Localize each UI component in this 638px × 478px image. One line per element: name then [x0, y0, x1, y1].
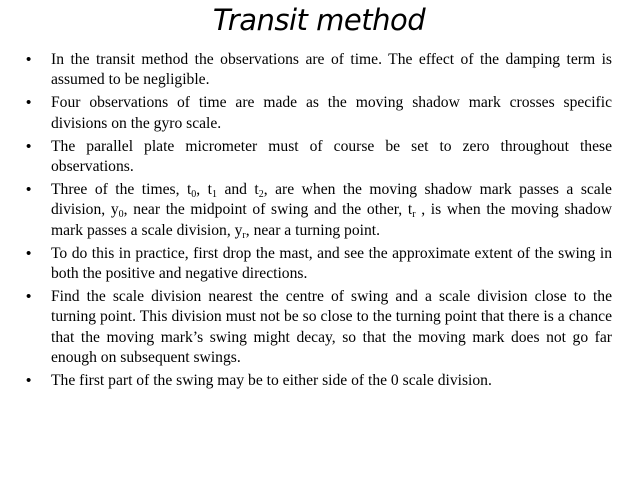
text-run: , near a turning point. [245, 221, 381, 239]
bullet-list [26, 50, 612, 394]
bullet-item [26, 137, 612, 177]
bullet-dot-icon: • [26, 244, 32, 262]
subscript: r [412, 209, 416, 221]
slide-title: Transit method [212, 3, 426, 37]
subscript: r [242, 229, 246, 241]
text-run: The parallel plate micrometer must of course be set to zero throughout these observations. [51, 137, 612, 176]
text-run: , is when the moving shadow mark passes a scale division, y [51, 201, 612, 239]
bullet-dot-icon: • [26, 181, 32, 199]
bullet-text [51, 372, 492, 389]
bullet-text [51, 181, 612, 241]
text-run: and t [216, 181, 259, 199]
text-run: Four observations of time are made as the moving shadow mark crosses specific divisions on the gyro scale. [51, 94, 612, 132]
text-run: To do this in practice, first drop the mast, and see the approximate extent of the swing in both the positive and negative directions. [51, 244, 612, 283]
bullet-dot-icon: • [26, 51, 32, 68]
text-run: , near the midpoint of swing and the other, t [123, 201, 413, 219]
subscript: 2 [258, 189, 264, 201]
text-run: The first part of the swing may be to either side of the 0 scale division. [51, 372, 492, 390]
bullet-text [51, 51, 612, 88]
text-run: In the transit method the observations are of time. The effect of the damping term is assumed to be negligible. [51, 51, 612, 89]
bullet-dot-icon: • [26, 372, 32, 390]
bullet-text [51, 288, 612, 366]
bullet-item [26, 93, 612, 133]
text-run: , are when the moving shadow mark passes a scale division, y [51, 181, 612, 219]
subscript: 0 [118, 209, 124, 221]
text-run: Three of the times, t [51, 181, 192, 199]
bullet-item [26, 50, 612, 90]
bullet-item [26, 180, 612, 241]
subscript: 1 [211, 189, 217, 201]
bullet-text [51, 138, 612, 175]
bullet-dot-icon: • [26, 288, 32, 306]
subscript: 0 [191, 189, 197, 201]
bullet-text [51, 245, 612, 282]
bullet-item [26, 371, 612, 391]
bullet-dot-icon: • [26, 94, 32, 112]
bullet-dot-icon: • [26, 137, 32, 155]
text-run: , t [196, 181, 212, 199]
bullet-item [26, 287, 612, 368]
bullet-item [26, 244, 612, 284]
bullet-text [51, 94, 612, 131]
text-run: Find the scale division nearest the centre of swing and a scale division close to the turning point. This division must not be so close to the turning point that there is a chance that the moving mark’s swing might decay, so that the moving mark does not go far enough on subsequent swings. [51, 288, 612, 366]
